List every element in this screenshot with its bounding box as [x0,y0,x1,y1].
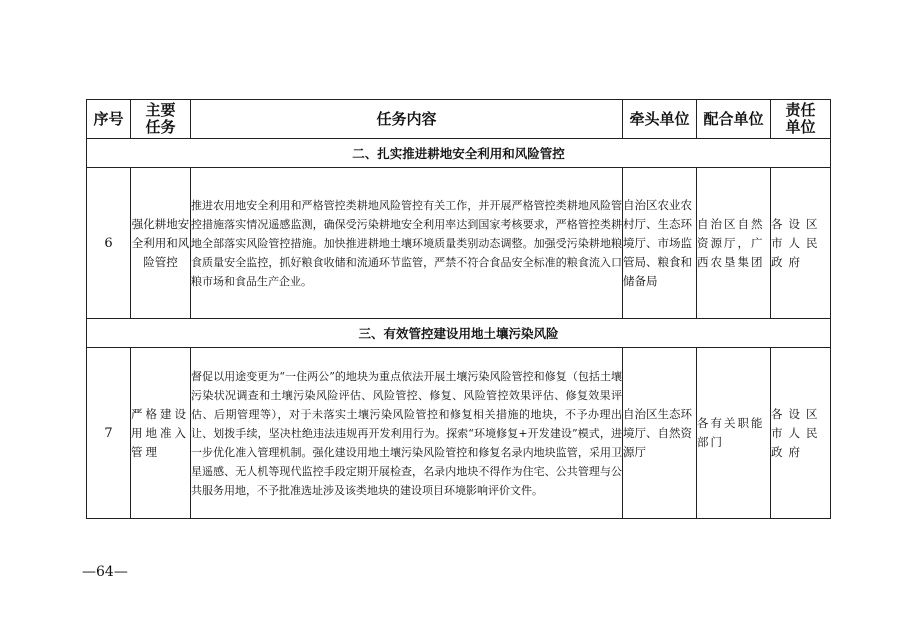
table-row [87,168,831,319]
row-seq: 7 [87,348,131,519]
header-row [87,100,831,139]
row-resp: 各设区市人民政府 [771,168,831,319]
section-title: 三、有效管控建设用地土壤污染风险 [87,319,831,348]
page-number: —64— [82,564,128,580]
table-row [87,348,831,519]
row-content: 督促以用途变更为“一住两公”的地块为重点依法开展土壤污染风险管控和修复（包括土壤污染状况调查和土壤污染风险评估、风险管控、修复、风险管控效果评估、修复效果评估、后期管理等），对于未落实土壤污染风险管控和修复相关措施的地块，不予办理出让、划拨手续，坚决杜绝违法违规再开发利用行为。探索“环境修复+开发建设”模式，进一步优化准入管理机制。强化建设用地土壤污染风险管控和修复名录内地块监管，采用卫星遥感、无人机等现代监控手段定期开展检查，名录内地块不得作为住宅、公共管理与公共服务用地，不予批准选址涉及该类地块的建设项目环境影响评价文件。 [191,348,623,519]
header-seq: 序号 [87,100,131,139]
row-coop: 自治区自然资源厅，广西农垦集团 [697,168,771,319]
row-task: 强化耕地安全利用和风险管控 [131,168,191,319]
row-seq: 6 [87,168,131,319]
header-main-task: 主要 任务 [131,100,191,139]
row-resp: 各设区市人民政府 [771,348,831,519]
header-coop: 配合单位 [697,100,771,139]
section-title: 二、扎实推进耕地安全利用和风险管控 [87,139,831,168]
row-content: 推进农用地安全利用和严格管控类耕地风险管控有关工作，并开展严格管控类耕地风险管控措施落实情况遥感监测，确保受污染耕地安全利用率达到国家考核要求，严格管控类耕地全部落实风险管控措施。加快推进耕地土壤环境质量类别动态调整。加强受污染耕地粮食质量安全监控，抓好粮食收储和流通环节监管，严禁不符合食品安全标准的粮食流入口粮市场和食品生产企业。 [191,168,623,319]
row-task: 严格建设用地准入管理 [131,348,191,519]
row-lead: 自治区生态环境厅、自然资源厅 [623,348,697,519]
row-lead: 自治区农业农村厅、生态环境厅、市场监管局、粮食和储备局 [623,168,697,319]
header-resp: 责任 单位 [771,100,831,139]
section-row [87,319,831,348]
row-coop: 各有关职能部门 [697,348,771,519]
section-row [87,139,831,168]
header-content: 任务内容 [191,100,623,139]
header-lead: 牵头单位 [623,100,697,139]
task-table [86,99,831,519]
